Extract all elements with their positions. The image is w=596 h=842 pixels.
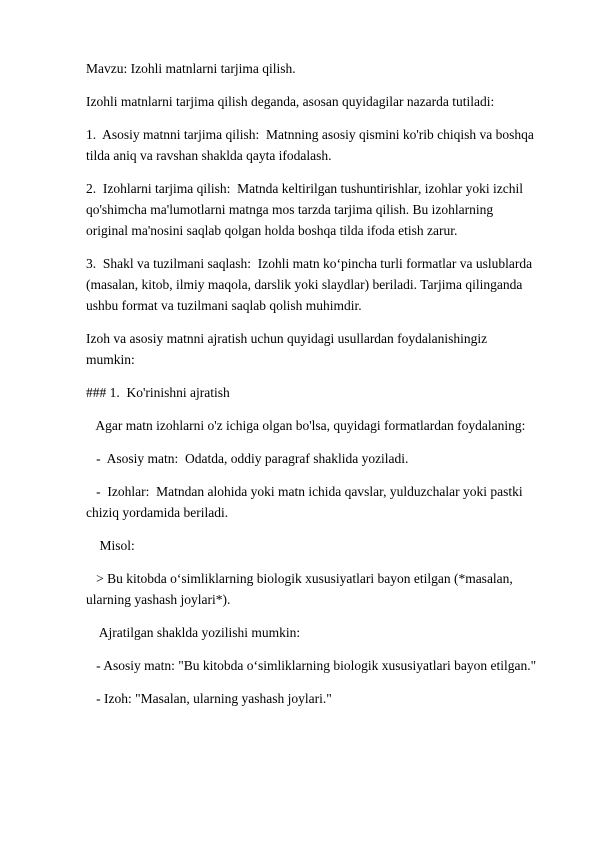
- list-item-2-line-2: qo'shimcha ma'lumotlarni matnga mos tarzda tarjima qilish. Bu izohlarning: [86, 202, 494, 217]
- example-quote-line-2: ularning yashash joylari*).: [86, 592, 231, 607]
- separated-note: - Izoh: "Masalan, ularning yashash joylari.": [86, 691, 332, 706]
- list-item-3-line-1: 3. Shakl va tuzilmani saqlash: Izohli matn ko‘pincha turli formatlar va uslublarda: [86, 256, 533, 271]
- section-heading: ### 1. Ko'rinishni ajratish: [86, 385, 230, 400]
- separated-main-text: - Asosiy matn: "Bu kitobda o‘simliklarning biologik xususiyatlari bayon etilgan.": [86, 658, 537, 673]
- list-item-1-line-2: tilda aniq va ravshan shaklda qayta ifodalash.: [86, 148, 332, 163]
- separated-form-label: Ajratilgan shaklda yozilishi mumkin:: [86, 625, 301, 640]
- bullet-main-text: - Asosiy matn: Odatda, oddiy paragraf shaklida yoziladi.: [86, 451, 409, 466]
- list-item-3-line-2: (masalan, kitob, ilmiy maqola, darslik yoki slaydlar) beriladi. Tarjima qilinganda: [86, 277, 523, 292]
- list-item-2-line-3: original ma'nosini saqlab qolgan holda boshqa tilda ifoda etish zarur.: [86, 223, 458, 238]
- topic-heading: Mavzu: Izohli matnlarni tarjima qilish.: [86, 61, 296, 76]
- list-item-3-line-3: ushbu format va tuzilmani saqlab qolish muhimdir.: [86, 298, 362, 313]
- methods-intro-line-2: mumkin:: [86, 352, 135, 367]
- intro-paragraph: Izohli matnlarni tarjima qilish deganda, asosan quyidagilar nazarda tutiladi:: [86, 94, 495, 109]
- list-item-2-line-1: 2. Izohlarni tarjima qilish: Matnda keltirilgan tushuntirishlar, izohlar yoki izchil: [86, 181, 523, 196]
- example-quote-line-1: > Bu kitobda o‘simliklarning biologik xususiyatlari bayon etilgan (*masalan,: [86, 571, 513, 586]
- example-label: Misol:: [86, 538, 135, 553]
- methods-intro-line-1: Izoh va asosiy matnni ajratish uchun quyidagi usullardan foydalanishingiz: [86, 331, 488, 346]
- format-advice: Agar matn izohlarni o'z ichiga olgan bo'lsa, quyidagi formatlardan foydalaning:: [86, 418, 526, 433]
- bullet-notes-line-1: - Izohlar: Matndan alohida yoki matn ichida qavslar, yulduzchalar yoki pastki: [86, 484, 523, 499]
- bullet-notes-line-2: chiziq yordamida beriladi.: [86, 505, 229, 520]
- list-item-1-line-1: 1. Asosiy matnni tarjima qilish: Matnning asosiy qismini ko'rib chiqish va boshqa: [86, 127, 534, 142]
